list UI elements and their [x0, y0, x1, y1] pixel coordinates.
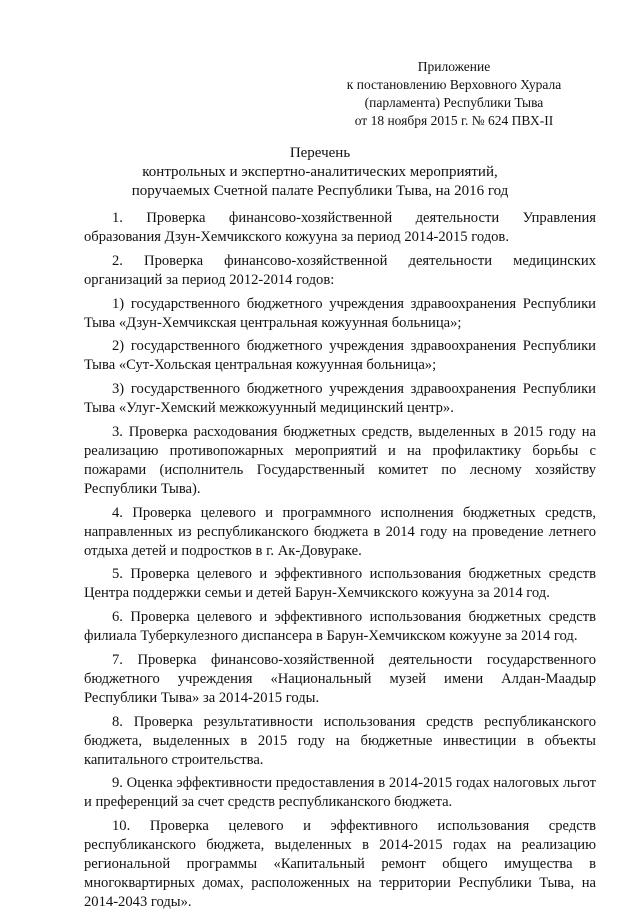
- list-subitem: 2) государственного бюджетного учреждения здравоохранения Республики Тыва «Сут-Хольская центральная кожуунная больница»;: [84, 338, 596, 374]
- list-subitem: 3) государственного бюджетного учреждения здравоохранения Республики Тыва «Улуг-Хемский межкожуунный медицинский центр».: [84, 381, 596, 417]
- title-line: поручаемых Счетной палате Республики Тыва, на 2016 год: [131, 183, 509, 199]
- list-item: 5. Проверка целевого и эффективного использования бюджетных средств Центра поддержки семьи и детей Барун-Хемчикского кожууна за 2014 год.: [84, 566, 596, 602]
- list-item: 6. Проверка целевого и эффективного использования бюджетных средств филиала Туберкулезного диспансера в Барун-Хемчикском кожууне за 2014 год.: [84, 609, 596, 645]
- title-line: Перечень: [289, 145, 351, 161]
- appendix-line: к постановлению Верховного Хурала: [346, 77, 562, 92]
- list-subitem: 1) государственного бюджетного учреждения здравоохранения Республики Тыва «Дзун-Хемчикская центральная кожуунная больница»;: [84, 295, 596, 331]
- document-title: [0, 144, 640, 201]
- list-item: 9. Оценка эффективности предоставления в 2014-2015 годах налоговых льгот и преференций за счет средств республиканского бюджета.: [84, 775, 596, 811]
- list-item: 4. Проверка целевого и программного исполнения бюджетных средств, направленных из республиканского бюджета в 2014 году на проведение летнего отдыха детей и подростков в г. Ак-Довураке.: [84, 504, 596, 559]
- appendix-line: (парламента) Республики Тыва: [364, 95, 544, 110]
- appendix-line: от 18 ноября 2015 г. № 624 ПВХ-II: [354, 113, 554, 128]
- appendix-line: Приложение: [417, 59, 491, 74]
- appendix-block: [324, 58, 584, 130]
- list-item: 3. Проверка расходования бюджетных средств, выделенных в 2015 году на реализацию противопожарных мероприятий и на профилактику борьбы с пожарами (исполнитель Государственный комитет по лесному хозяйству Республики Тыва).: [84, 424, 596, 497]
- list-item: 7. Проверка финансово-хозяйственной деятельности государственного бюджетного учреждения «Национальный музей имени Алдан-Маадыр Республики Тыва» за 2014-2015 годы.: [84, 652, 596, 706]
- title-line: контрольных и экспертно-аналитических мероприятий,: [142, 164, 498, 180]
- list-item: 2. Проверка финансово-хозяйственной деятельности медицинских организаций за период 2012-2014 годов:: [84, 252, 596, 288]
- list-item: 1. Проверка финансово-хозяйственной деятельности Управления образования Дзун-Хемчикского кожууна за период 2014-2015 годов.: [84, 210, 596, 245]
- list-item: 10. Проверка целевого и эффективного использования средств республиканского бюджета, выделенных в 2014-2015 годах на реализацию региональной программы «Капитальный ремонт общего имущества в многоквартирных домах, расположенных на территории Республики Тыва, на 2014-2043 годы».: [84, 818, 596, 910]
- document-body: [84, 209, 596, 917]
- list-item: 8. Проверка результативности использования средств республиканского бюджета, выделенных в 2015 году на бюджетные инвестиции в объекты капитального строительства.: [84, 713, 596, 768]
